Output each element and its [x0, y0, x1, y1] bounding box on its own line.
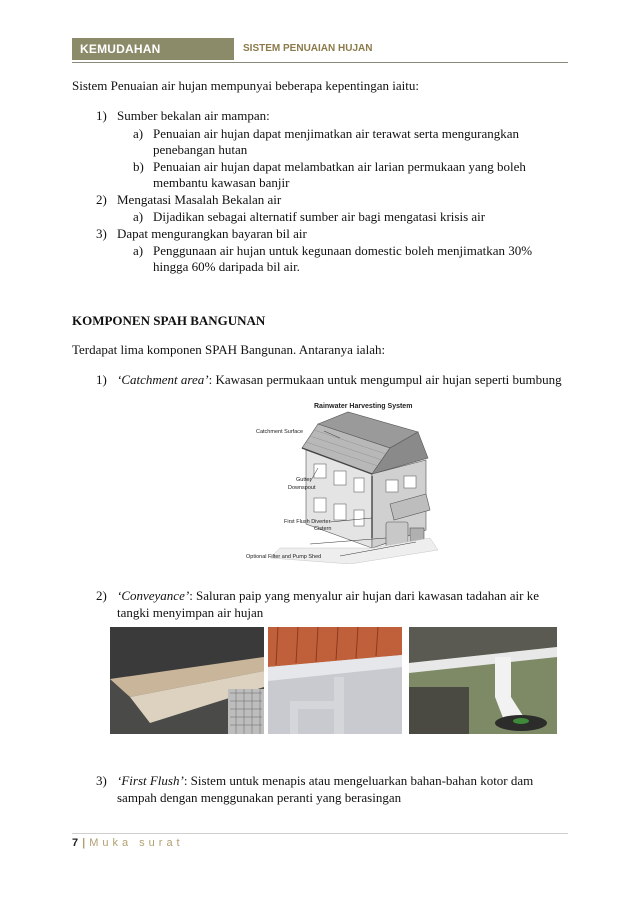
- component-term: ‘Conveyance’: [117, 588, 190, 603]
- list-item: Mengatasi Masalah Bekalan air: [117, 192, 282, 207]
- footer-separator: |: [82, 837, 86, 849]
- label-downspout: Downspout: [288, 485, 316, 491]
- footer-rule: [72, 833, 568, 834]
- sub-letter: b): [133, 159, 144, 174]
- list-number: 1): [96, 108, 107, 123]
- sub-letter: a): [133, 126, 144, 141]
- rainwater-harvesting-diagram: [240, 398, 438, 564]
- list-number: 1): [96, 372, 107, 387]
- sub-item: Penggunaan air hujan untuk kegunaan domestic boleh menjimatkan 30%: [153, 243, 533, 258]
- component-line: [117, 773, 533, 789]
- intro-text: Sistem Penuaian air hujan mempunyai beberapa kepentingan iaitu:: [72, 78, 419, 93]
- sub-letter: a): [133, 243, 144, 258]
- gutter-photo-1: [110, 627, 264, 734]
- footer-label: Muka surat: [89, 837, 184, 849]
- component-desc-cont: sampah dengan menggunakan peranti yang berasingan: [117, 790, 402, 805]
- sub-item-cont: membantu kawasan banjir: [153, 175, 290, 190]
- gutter-photo-3: [409, 627, 557, 734]
- component-line: [117, 372, 562, 388]
- sub-item-cont: hingga 60% daripada bil air.: [153, 259, 300, 274]
- list-number: 3): [96, 773, 107, 788]
- label-diverter: First Flush Diverter: [284, 519, 331, 525]
- sub-item-cont: penebangan hutan: [153, 142, 248, 157]
- sub-item: Dijadikan sebagai alternatif sumber air bagi mengatasi krisis air: [153, 209, 486, 224]
- page-footer: [72, 837, 184, 849]
- label-catchment: Catchment Surface: [256, 429, 304, 435]
- sub-letter: a): [133, 209, 144, 224]
- label-gutter: Gutter: [296, 477, 312, 483]
- section-title: KOMPONEN SPAH BANGUNAN: [72, 313, 266, 328]
- label-cistern: Cistern: [314, 526, 332, 532]
- header-subtitle: SISTEM PENUAIAN HUJAN: [243, 43, 373, 54]
- diagram-title: Rainwater Harvesting System: [314, 403, 413, 410]
- page-number: 7: [72, 837, 79, 849]
- header-title: KEMUDAHAN BANGUNAN: [72, 38, 234, 60]
- component-term: ‘Catchment area’: [117, 372, 209, 387]
- component-desc: : Saluran paip yang menyalur air hujan dari kawasan tadahan air ke: [189, 588, 539, 603]
- list-number: 2): [96, 192, 107, 207]
- page-header: [72, 38, 568, 78]
- list-number: 3): [96, 226, 107, 241]
- list-item: Sumber bekalan air mampan:: [117, 108, 270, 123]
- component-desc: : Kawasan permukaan untuk mengumpul air hujan seperti bumbung: [208, 372, 562, 387]
- component-term: ‘First Flush’: [117, 773, 184, 788]
- gutter-photo-2: [268, 627, 402, 734]
- list-number: 2): [96, 588, 107, 603]
- section-intro: Terdapat lima komponen SPAH Bangunan. Antaranya ialah:: [72, 342, 386, 357]
- sub-item: Penuaian air hujan dapat melambatkan air larian permukaan yang boleh: [153, 159, 526, 174]
- component-desc-cont: tangki menyimpan air hujan: [117, 605, 264, 620]
- label-filter: Optional Filter and Pump Shed: [246, 554, 322, 560]
- component-desc: : Sistem untuk menapis atau mengeluarkan bahan-bahan kotor dam: [183, 773, 534, 788]
- list-item: Dapat mengurangkan bayaran bil air: [117, 226, 307, 241]
- sub-item: Penuaian air hujan dapat menjimatkan air terawat serta mengurangkan: [153, 126, 520, 141]
- component-line: [117, 588, 539, 604]
